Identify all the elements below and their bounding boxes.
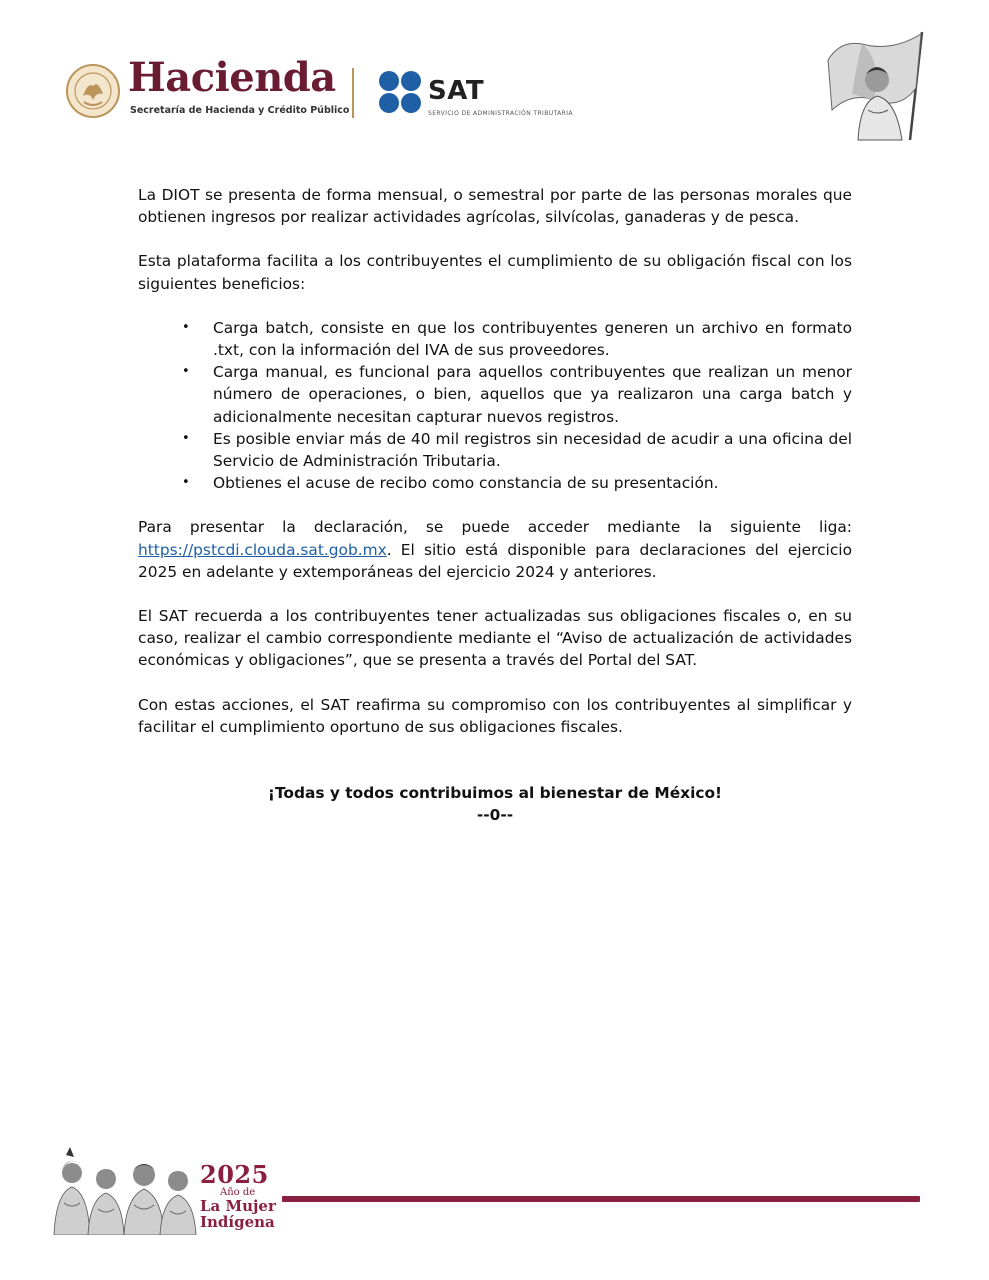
bullet-icon: • — [182, 430, 190, 446]
closing-mark: --0-- — [476, 806, 514, 825]
flag-woman-illustration — [822, 30, 932, 142]
year-small-text: Año de — [220, 1187, 256, 1198]
paragraph-diot-frequency: La DIOT se presenta de forma mensual, o semestral por parte de las personas morales que obtienen ingresos por realizar actividades agrícolas, silvícolas, ganaderas y de pesca. — [138, 186, 852, 227]
closing-block — [138, 782, 852, 826]
national-seal-icon — [66, 64, 120, 118]
closing-slogan: ¡Todas y todos contribuimos al bienestar de México! — [267, 784, 723, 803]
list-item — [182, 361, 852, 428]
list-item-text: Carga batch, consiste en que los contribuyentes generen un archivo en formato .txt, con la información del IVA de sus proveedores. — [213, 318, 852, 360]
hacienda-subtitle: Secretaría de Hacienda y Crédito Público — [130, 105, 350, 116]
header-divider — [352, 68, 354, 118]
bullet-icon: • — [182, 364, 190, 380]
paragraph-access-link — [138, 516, 852, 583]
platform-link[interactable]: https://pstcdi.clouda.sat.gob.mx — [138, 540, 387, 559]
sat-wordmark: SAT — [428, 76, 485, 106]
list-item-text: Es posible enviar más de 40 mil registros sin necesidad de acudir a una oficina del Servicio de Administración Tributaria. — [213, 429, 852, 471]
year-line-2: Indígena — [200, 1213, 275, 1231]
paragraph-platform-benefits: Esta plataforma facilita a los contribuyentes el cumplimiento de su obligación fiscal con los siguientes beneficios: — [138, 252, 852, 293]
list-item-text: Obtienes el acuse de recibo como constancia de su presentación. — [213, 474, 719, 493]
year-line-1: La Mujer — [200, 1197, 276, 1215]
year-number: 2025 — [200, 1160, 269, 1189]
benefits-list — [138, 317, 852, 495]
list-item — [182, 472, 852, 494]
paragraph-update-obligations: El SAT recuerda a los contribuyentes tener actualizadas sus obligaciones fiscales o, en su caso, realizar el cambio correspondiente mediante el “Aviso de actualización de actividades económicas y obligaciones”, que se presenta a través del Portal del SAT. — [138, 607, 852, 670]
list-item — [182, 428, 852, 472]
sat-subtitle: SERVICIO DE ADMINISTRACIÓN TRIBUTARIA — [428, 110, 573, 117]
list-item-text: Carga manual, es funcional para aquellos contribuyentes que realizan un menor número de operaciones, o bien, aquellos que ya realizaron una carga batch y adicionalmente necesitan capturar nuevos registros. — [213, 363, 852, 426]
paragraph-commitment: Con estas acciones, el SAT reafirma su compromiso con los contribuyentes al simplificar y facilitar el cumplimiento oportuno de sus obligaciones fiscales. — [138, 695, 852, 736]
year-of-indigenous-woman-logo — [200, 1160, 280, 1231]
hacienda-title: Hacienda — [128, 54, 336, 101]
sat-logo-icon — [378, 70, 422, 114]
bullet-icon: • — [182, 475, 190, 491]
page-header — [0, 0, 989, 150]
bullet-icon: • — [182, 319, 190, 335]
link-followup-text: . El sitio está disponible para declaraciones del ejercicio 2025 en adelante y extemporáneas del ejercicio 2024 y anteriores. — [138, 540, 852, 581]
footer-divider-bar — [282, 1196, 920, 1202]
indigenous-women-illustration — [52, 1143, 198, 1235]
press-release-body — [138, 184, 852, 826]
link-intro-text: Para presentar la declaración, se puede acceder mediante la siguiente liga: — [138, 518, 852, 537]
list-item — [182, 317, 852, 361]
